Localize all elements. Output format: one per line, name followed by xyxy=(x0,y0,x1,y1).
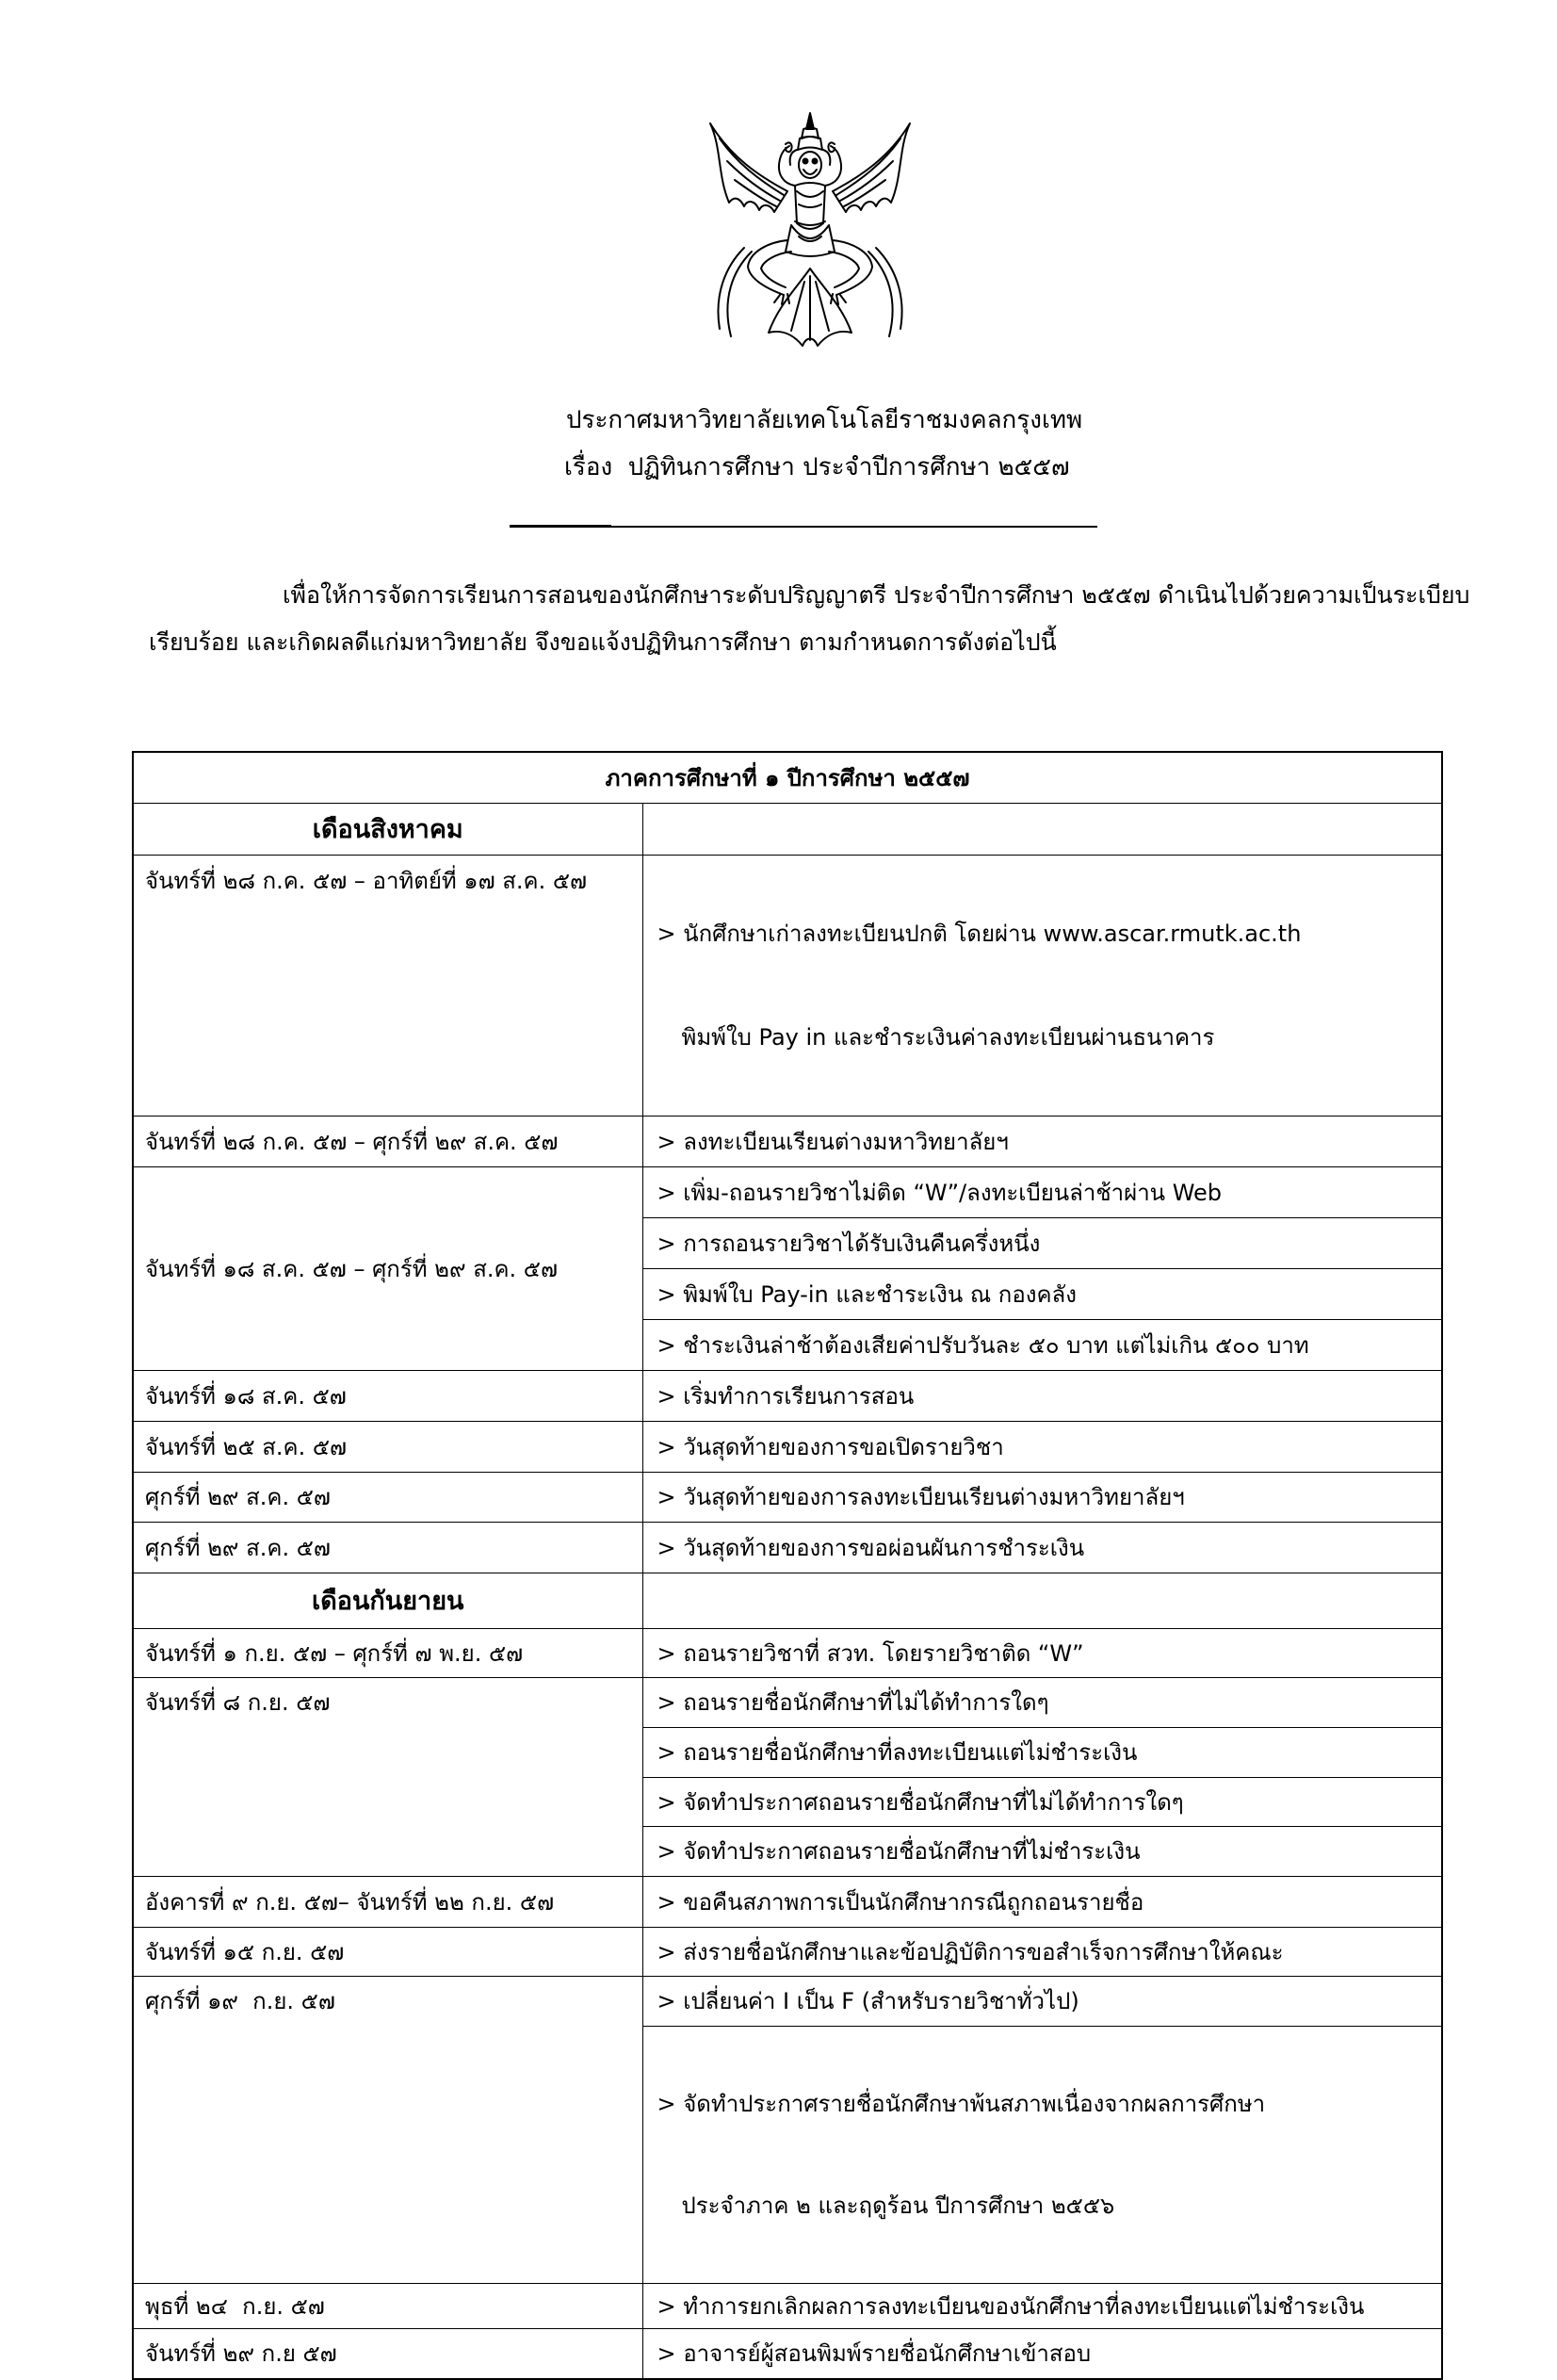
activity-cell: > ชำระเงินล่าช้าต้องเสียค่าปรับวันละ ๕๐ บาท แต่ไม่เกิน ๕๐๐ บาท xyxy=(642,1319,1442,1370)
activity-cell: > วันสุดท้ายของการขอผ่อนผันการชำระเงิน xyxy=(642,1522,1442,1573)
activity-cell: > เปลี่ยนค่า I เป็น F (สำหรับรายวิชาทั่วไป) xyxy=(642,1976,1442,2026)
date-cell: พุธที่ ๒๔ ก.ย. ๕๗ xyxy=(133,2283,642,2328)
date-cell: จันทร์ที่ ๒๙ ก.ย ๕๗ xyxy=(133,2328,642,2379)
intro-paragraph-line-2: เรียบร้อย และเกิดผลดีแก่มหาวิทยาลัย จึงขอแจ้งปฏิทินการศึกษา ตามกำหนดการดังต่อไปนี้ xyxy=(149,628,1057,656)
date-cell: ศุกร์ที่ ๒๙ ส.ค. ๕๗ xyxy=(133,1522,642,1573)
month-row-blank xyxy=(642,1573,1442,1628)
date-cell: ศุกร์ที่ ๑๙ ก.ย. ๕๗ xyxy=(133,1976,642,2283)
activity-cell: > เริ่มทำการเรียนการสอน xyxy=(642,1370,1442,1421)
table-row xyxy=(133,1472,1442,1522)
activity-cell: > วันสุดท้ายของการลงทะเบียนเรียนต่างมหาวิทยาลัยฯ xyxy=(642,1472,1442,1522)
month-label-september: เดือนกันยายน xyxy=(133,1573,642,1628)
activity-cell: > ถอนรายชื่อนักศึกษาที่ไม่ได้ทำการใดๆ xyxy=(642,1677,1442,1727)
table-row xyxy=(133,2283,1442,2328)
intro-paragraph-line-1: เพื่อให้การจัดการเรียนการสอนของนักศึกษาระดับปริญญาตรี ประจำปีการศึกษา ๒๕๕๗ ดำเนินไปด้วยความเป็นระเบียบ xyxy=(283,581,1470,609)
activity-cell: > ทำการยกเลิกผลการลงทะเบียนของนักศึกษาที่ลงทะเบียนแต่ไม่ชำระเงิน xyxy=(642,2283,1442,2328)
table-row xyxy=(133,1421,1442,1472)
activity-item: > นักศึกษาเก่าลงทะเบียนปกติ โดยผ่าน www.ascar.rmutk.ac.th xyxy=(657,920,1302,947)
activity-cell: > ส่งรายชื่อนักศึกษาและข้อปฏิบัติการขอสำเร็จการศึกษาให้คณะ xyxy=(642,1927,1442,1976)
table-row xyxy=(133,1166,1442,1217)
date-cell: อังคารที่ ๙ ก.ย. ๕๗– จันทร์ที่ ๒๒ ก.ย. ๕๗ xyxy=(133,1876,642,1927)
date-cell: จันทร์ที่ ๒๕ ส.ค. ๕๗ xyxy=(133,1421,642,1472)
month-label-august: เดือนสิงหาคม xyxy=(133,803,642,855)
date-cell: จันทร์ที่ ๑๕ ก.ย. ๕๗ xyxy=(133,1927,642,1976)
activity-cell: > ถอนรายชื่อนักศึกษาที่ลงทะเบียนแต่ไม่ชำระเงิน xyxy=(642,1727,1442,1777)
table-row xyxy=(133,1522,1442,1573)
garuda-emblem xyxy=(693,110,927,351)
date-cell: จันทร์ที่ ๑ ก.ย. ๕๗ – ศุกร์ที่ ๗ พ.ย. ๕๗ xyxy=(133,1628,642,1677)
table-row xyxy=(133,1876,1442,1927)
title-divider-accent xyxy=(510,525,611,528)
table-row xyxy=(133,1370,1442,1421)
table-row xyxy=(133,1628,1442,1677)
month-row-blank xyxy=(642,803,1442,855)
activity-cell: > จัดทำประกาศถอนรายชื่อนักศึกษาที่ไม่ชำระเงิน xyxy=(642,1826,1442,1876)
date-cell: ศุกร์ที่ ๒๙ ส.ค. ๕๗ xyxy=(133,1472,642,1522)
date-cell: จันทร์ที่ ๒๘ ก.ค. ๕๗ – ศุกร์ที่ ๒๙ ส.ค. ๕๗ xyxy=(133,1116,642,1166)
activity-cell: > พิมพ์ใบ Pay-in และชำระเงิน ณ กองคลัง xyxy=(642,1268,1442,1319)
date-cell: จันทร์ที่ ๒๘ ก.ค. ๕๗ – อาทิตย์ที่ ๑๗ ส.ค. ๕๗ xyxy=(133,855,642,1116)
activity-cell: > อาจารย์ผู้สอนพิมพ์รายชื่อนักศึกษาเข้าสอบ xyxy=(642,2328,1442,2379)
activity-cell: > การถอนรายวิชาได้รับเงินคืนครึ่งหนึ่ง xyxy=(642,1217,1442,1268)
date-cell: จันทร์ที่ ๘ ก.ย. ๕๗ xyxy=(133,1677,642,1876)
activity-cell: > วันสุดท้ายของการขอเปิดรายวิชา xyxy=(642,1421,1442,1472)
announcement-issuer: ประกาศมหาวิทยาลัยเทคโนโลยีราชมงคลกรุงเทพ xyxy=(566,406,1083,434)
date-cell: จันทร์ที่ ๑๘ ส.ค. ๕๗ – ศุกร์ที่ ๒๙ ส.ค. ๕๗ xyxy=(133,1166,642,1370)
activity-cell: > จัดทำประกาศถอนรายชื่อนักศึกษาที่ไม่ได้ทำการใดๆ xyxy=(642,1777,1442,1826)
month-row xyxy=(133,1573,1442,1628)
activity-cell: > ลงทะเบียนเรียนต่างมหาวิทยาลัยฯ xyxy=(642,1116,1442,1166)
activity-item-continued: พิมพ์ใบ Pay in และชำระเงินค่าลงทะเบียนผ่านธนาคาร xyxy=(681,1023,1215,1051)
activity-cell: > ถอนรายวิชาที่ สวท. โดยรายวิชาติด “W” xyxy=(642,1628,1442,1677)
activity-item-continued: ประจำภาค ๒ และฤดูร้อน ปีการศึกษา ๒๕๕๖ xyxy=(681,2192,1115,2219)
semester-title: ภาคการศึกษาที่ ๑ ปีการศึกษา ๒๕๕๗ xyxy=(133,752,1442,803)
table-row xyxy=(133,855,1442,1116)
table-row xyxy=(133,2328,1442,2379)
activity-cell xyxy=(642,2026,1442,2283)
month-row xyxy=(133,803,1442,855)
table-row xyxy=(133,1976,1442,2026)
table-row xyxy=(133,1116,1442,1166)
activity-item: > จัดทำประกาศรายชื่อนักศึกษาพ้นสภาพเนื่องจากผลการศึกษา xyxy=(657,2090,1266,2117)
date-cell: จันทร์ที่ ๑๘ ส.ค. ๕๗ xyxy=(133,1370,642,1421)
activity-cell: > ขอคืนสภาพการเป็นนักศึกษากรณีถูกถอนรายชื่อ xyxy=(642,1876,1442,1927)
activity-cell: > เพิ่ม-ถอนรายวิชาไม่ติด “W”/ลงทะเบียนล่าช้าผ่าน Web xyxy=(642,1166,1442,1217)
academic-calendar-table xyxy=(132,751,1443,2380)
activity-cell xyxy=(642,855,1442,1116)
announcement-subject: เรื่อง ปฏิทินการศึกษา ประจำปีการศึกษา ๒๕๕๗ xyxy=(564,453,1070,481)
table-header-row xyxy=(133,752,1442,803)
table-row xyxy=(133,1677,1442,1727)
table-row xyxy=(133,1927,1442,1976)
